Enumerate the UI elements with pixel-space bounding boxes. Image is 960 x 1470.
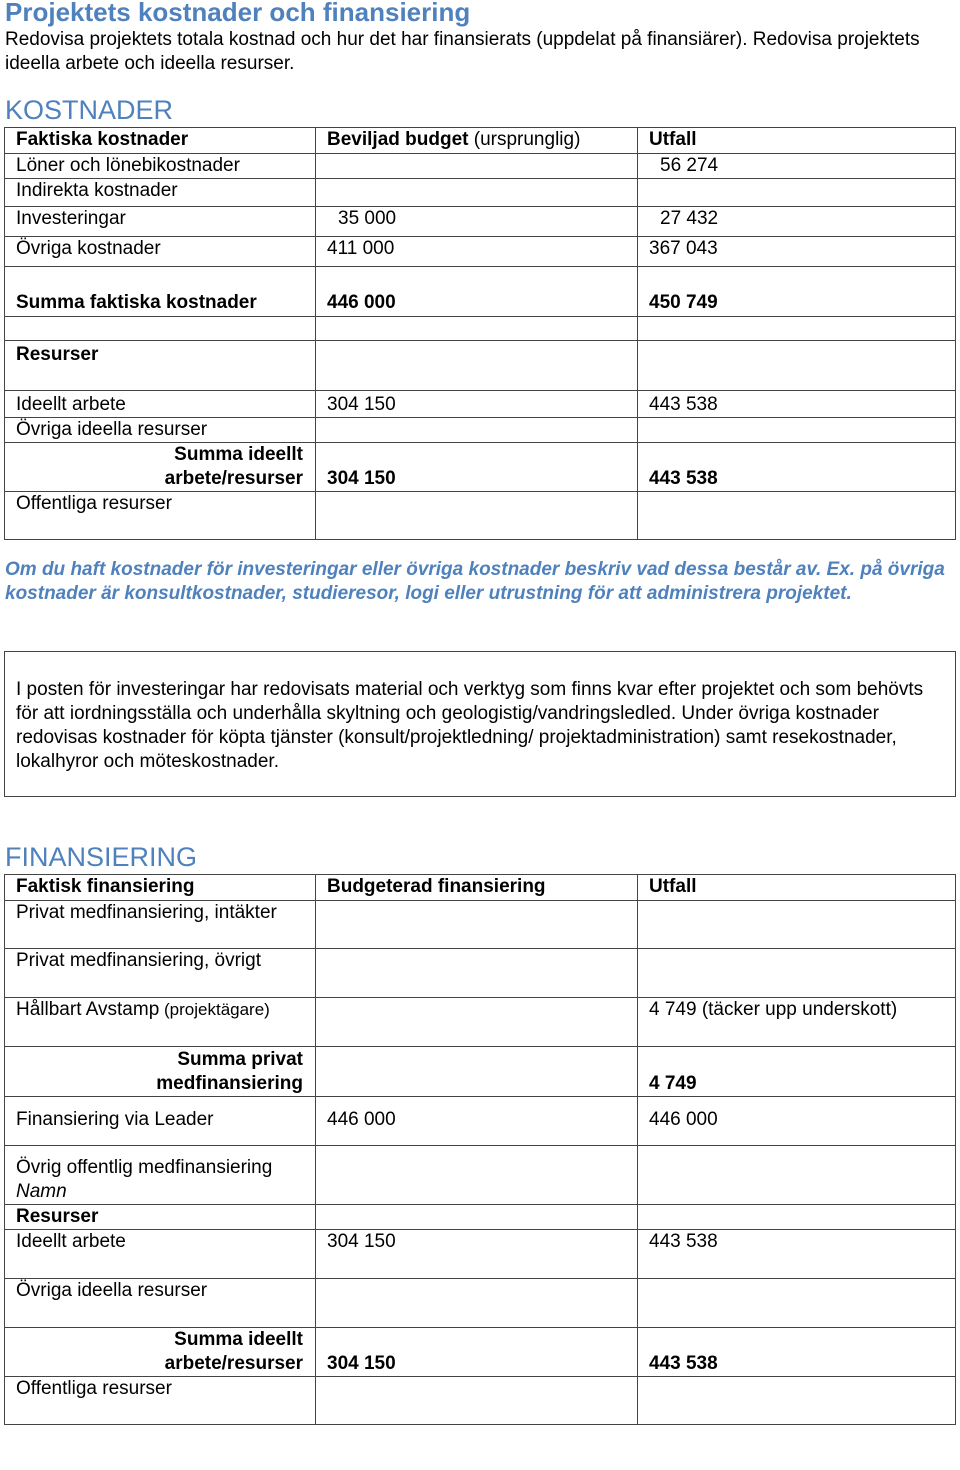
table-row bbox=[5, 492, 956, 540]
row-label bbox=[5, 998, 316, 1047]
row-outcome: 443 538 bbox=[638, 443, 956, 492]
row-label: Investeringar bbox=[5, 207, 316, 237]
row-label bbox=[5, 1047, 316, 1097]
row-budget bbox=[316, 154, 638, 179]
row-label: Finansiering via Leader bbox=[5, 1097, 316, 1146]
hallbart-label-small: (projektägare) bbox=[159, 1000, 270, 1019]
table-row bbox=[5, 1279, 956, 1328]
table-row bbox=[5, 1328, 956, 1377]
financing-header-col3: Utfall bbox=[638, 875, 956, 901]
description-box bbox=[4, 651, 956, 797]
financing-section-title: FINANSIERING bbox=[5, 842, 198, 872]
table-row bbox=[5, 1097, 956, 1146]
table-row bbox=[5, 341, 956, 391]
table-row bbox=[5, 443, 956, 492]
row-budget: 304 150 bbox=[316, 391, 638, 418]
table-row bbox=[5, 1047, 956, 1097]
table-row bbox=[5, 237, 956, 267]
ovrig-offentlig-label: Övrig offentlig medfinansiering bbox=[16, 1157, 273, 1178]
row-label bbox=[5, 443, 316, 492]
page-title: Projektets kostnader och finansiering bbox=[5, 0, 471, 27]
row-outcome: 443 538 bbox=[638, 1328, 956, 1377]
row-label: Offentliga resurser bbox=[5, 1377, 316, 1425]
summa-label-line1: Summa ideellt bbox=[174, 1329, 303, 1350]
description-text: I posten för investeringar har redovisats material och verktyg som finns kvar efter projektet och som behövts för att iordningsställa och underhålla skyltning och geologistig/vandringsledled. Under övriga kostnader redovisas kostnader för köpta tjänster (konsult/projektledning/ projektadministration) samt resekostnader, lokalhyror och möteskostnader. bbox=[16, 679, 924, 772]
table-row bbox=[5, 998, 956, 1047]
instruction-note: Om du haft kostnader för investeringar eller övriga kostnader beskriv vad dessa består av. Ex. på övriga kostnader är konsultkostnader, studieresor, logi eller utrustning för att administrera projektet. bbox=[5, 559, 945, 604]
financing-header-col1: Faktisk finansiering bbox=[5, 875, 316, 901]
hallbart-label: Hållbart Avstamp bbox=[16, 999, 160, 1020]
financing-header-row bbox=[5, 875, 956, 901]
row-outcome bbox=[638, 179, 956, 207]
table-row bbox=[5, 154, 956, 179]
row-outcome: 4 749 bbox=[638, 1047, 956, 1097]
row-outcome: 4 749 (täcker upp underskott) bbox=[638, 998, 956, 1047]
table-row bbox=[5, 391, 956, 418]
costs-header-col2 bbox=[316, 128, 638, 154]
row-outcome: 367 043 bbox=[638, 237, 956, 267]
row-budget: 35 000 bbox=[316, 207, 638, 237]
row-label: Ideellt arbete bbox=[5, 1230, 316, 1279]
row-outcome: 446 000 bbox=[638, 1097, 956, 1146]
table-row bbox=[5, 901, 956, 949]
summa-privat-line1: Summa privat bbox=[177, 1049, 303, 1070]
row-outcome: 443 538 bbox=[638, 1230, 956, 1279]
costs-section-title: KOSTNADER bbox=[5, 95, 174, 125]
row-budget: 446 000 bbox=[316, 1097, 638, 1146]
table-row bbox=[5, 1205, 956, 1230]
table-row bbox=[5, 949, 956, 998]
costs-header-col2-rest: (ursprunglig) bbox=[468, 129, 581, 150]
summa-privat-line2: medfinansiering bbox=[156, 1073, 303, 1094]
row-label: Offentliga resurser bbox=[5, 492, 316, 540]
row-outcome: 443 538 bbox=[638, 391, 956, 418]
row-label bbox=[5, 1146, 316, 1205]
row-label: Löner och lönebikostnader bbox=[5, 154, 316, 179]
row-label: Övriga ideella resurser bbox=[5, 1279, 316, 1328]
table-row bbox=[5, 418, 956, 443]
intro-text: Redovisa projektets totala kostnad och hur det har finansierats (uppdelat på finansiärer). Redovisa projektets ideella arbete och ideella resurser. bbox=[5, 29, 920, 74]
financing-header-col2: Budgeterad finansiering bbox=[316, 875, 638, 901]
costs-table bbox=[4, 127, 956, 540]
row-budget: 446 000 bbox=[316, 267, 638, 317]
summa-label-line2: arbete/resurser bbox=[164, 1353, 303, 1374]
table-row bbox=[5, 1377, 956, 1425]
financing-table bbox=[4, 874, 956, 1425]
row-budget bbox=[316, 179, 638, 207]
table-row bbox=[5, 1230, 956, 1279]
summa-label-line2: arbete/resurser bbox=[164, 468, 303, 489]
costs-header-col2-bold: Beviljad budget bbox=[327, 129, 469, 150]
row-outcome: 56 274 bbox=[638, 154, 956, 179]
row-label: Indirekta kostnader bbox=[5, 179, 316, 207]
row-budget: 304 150 bbox=[316, 1328, 638, 1377]
costs-header-col1: Faktiska kostnader bbox=[5, 128, 316, 154]
table-row bbox=[5, 179, 956, 207]
row-label: Privat medfinansiering, övrigt bbox=[5, 949, 316, 998]
costs-header-col3: Utfall bbox=[638, 128, 956, 154]
resources-title: Resurser bbox=[5, 341, 316, 391]
row-outcome: 27 432 bbox=[638, 207, 956, 237]
table-row bbox=[5, 1146, 956, 1205]
row-label: Privat medfinansiering, intäkter bbox=[5, 901, 316, 949]
table-row bbox=[5, 207, 956, 237]
row-label bbox=[5, 1328, 316, 1377]
row-budget: 304 150 bbox=[316, 443, 638, 492]
table-row bbox=[5, 267, 956, 317]
row-label: Övriga ideella resurser bbox=[5, 418, 316, 443]
row-budget: 304 150 bbox=[316, 1230, 638, 1279]
row-label: Ideellt arbete bbox=[5, 391, 316, 418]
row-outcome: 450 749 bbox=[638, 267, 956, 317]
row-label: Summa faktiska kostnader bbox=[5, 267, 316, 317]
row-label: Övriga kostnader bbox=[5, 237, 316, 267]
row-budget: 411 000 bbox=[316, 237, 638, 267]
summa-label-line1: Summa ideellt bbox=[174, 444, 303, 465]
resources-title: Resurser bbox=[5, 1205, 316, 1230]
costs-header-row bbox=[5, 128, 956, 154]
spacer-row bbox=[5, 317, 956, 341]
ovrig-offentlig-namn: Namn bbox=[16, 1181, 67, 1202]
